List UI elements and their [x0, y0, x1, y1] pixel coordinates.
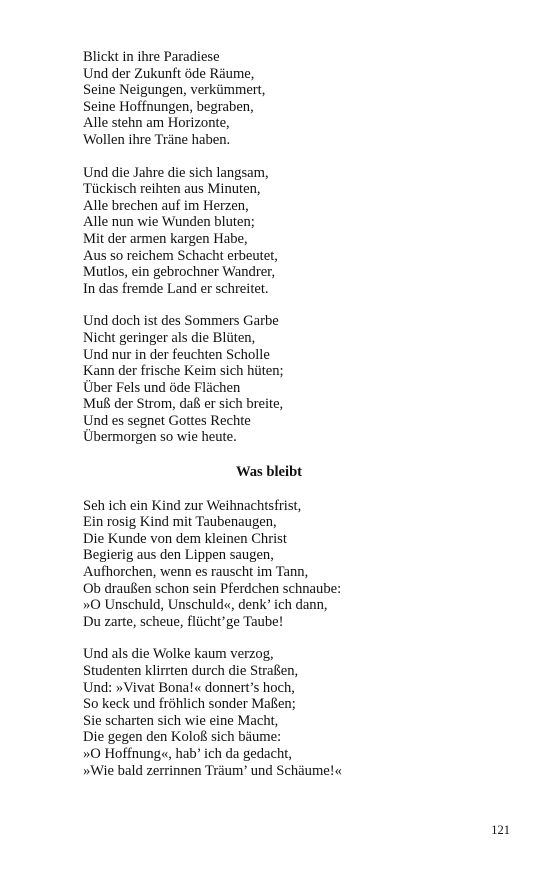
verse-line: Seine Hoffnungen, begraben,: [83, 98, 254, 115]
verse-line: Die gegen den Koloß sich bäume:: [83, 729, 282, 746]
verse-line: In das fremde Land er schreitet.: [83, 280, 269, 297]
verse-line: Alle nun wie Wunden bluten;: [83, 214, 255, 231]
stanza: [83, 313, 383, 446]
verse-line: »Wie bald zerrinnen Träum’ und Schäume!«: [83, 762, 342, 779]
verse-line: Tückisch reihten aus Minuten,: [83, 181, 261, 198]
verse-line: Alle stehn am Horizonte,: [83, 115, 230, 132]
verse-line: Muß der Strom, daß er sich breite,: [83, 396, 284, 413]
verse-line: Mutlos, ein gebrochner Wandrer,: [83, 264, 276, 281]
poem-text: [83, 49, 383, 779]
verse-line: Alle brechen auf im Herzen,: [83, 197, 249, 214]
stanza: [83, 498, 383, 631]
verse-line: Die Kunde von dem kleinen Christ: [83, 530, 287, 547]
verse-line: Wollen ihre Träne haben.: [83, 131, 231, 148]
verse-line: Und nur in der feuchten Scholle: [83, 346, 270, 363]
stanza: [83, 165, 383, 298]
verse-line: Ein rosig Kind mit Taubenaugen,: [83, 514, 277, 531]
poem-title: Was bleibt: [235, 464, 303, 481]
verse-line: Seine Neigungen, verkümmert,: [83, 82, 266, 99]
verse-line: Aufhorchen, wenn es rauscht im Tann,: [83, 564, 309, 581]
verse-line: Nicht geringer als die Blüten,: [83, 329, 256, 346]
verse-line: Und: »Vivat Bona!« donnert’s hoch,: [83, 679, 295, 696]
verse-line: Und es segnet Gottes Rechte: [83, 412, 251, 429]
verse-line: Und die Jahre die sich langsam,: [83, 164, 269, 181]
stanza: [83, 49, 383, 149]
verse-line: Und der Zukunft öde Räume,: [83, 65, 255, 82]
verse-line: Sie scharten sich wie eine Macht,: [83, 712, 279, 729]
verse-line: Übermorgen so wie heute.: [83, 429, 237, 446]
verse-line: Studenten klirrten durch die Straßen,: [83, 663, 299, 679]
verse-line: Über Fels und öde Flächen: [83, 379, 241, 396]
verse-line: Kann der frische Keim sich hüten;: [83, 363, 284, 380]
verse-line: Und doch ist des Sommers Garbe: [83, 313, 279, 330]
verse-line: Aus so reichem Schacht erbeutet,: [83, 247, 278, 264]
verse-line: Begierig aus den Lippen saugen,: [83, 547, 274, 564]
verse-line: Ob draußen schon sein Pferdchen schnaube:: [83, 580, 342, 597]
stanza: [83, 646, 383, 779]
verse-line: Seh ich ein Kind zur Weihnachtsfrist,: [83, 497, 302, 514]
verse-line: »O Unschuld, Unschuld«, denk’ ich dann,: [83, 597, 328, 614]
verse-line: Blickt in ihre Paradiese: [83, 49, 220, 65]
verse-line: Und als die Wolke kaum verzog,: [83, 646, 274, 663]
verse-line: Du zarte, scheue, flücht’ge Taube!: [83, 613, 284, 630]
verse-line: »O Hoffnung«, hab’ ich da gedacht,: [83, 745, 292, 762]
verse-line: So keck und fröhlich sonder Maßen;: [83, 696, 296, 713]
page-number: 121: [491, 823, 510, 837]
verse-line: Mit der armen kargen Habe,: [83, 230, 248, 247]
